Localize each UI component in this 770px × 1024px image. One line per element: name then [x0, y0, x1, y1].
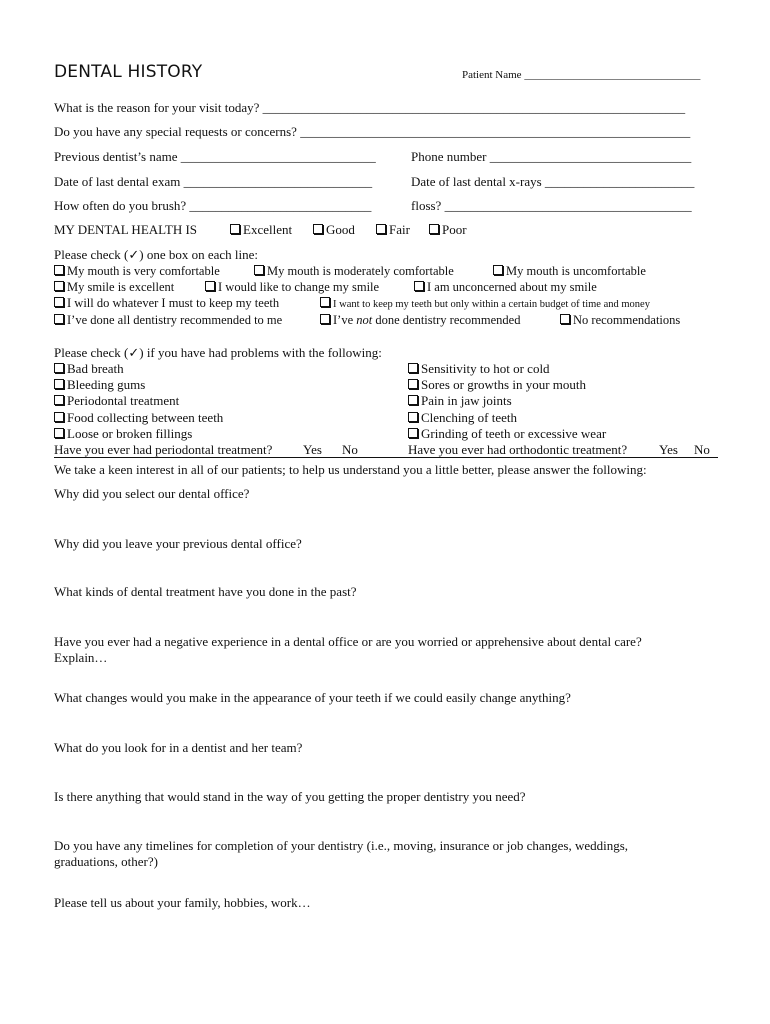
page-title: DENTAL HISTORY [54, 62, 203, 82]
checkbox-icon [408, 395, 418, 405]
checkbox-icon [560, 314, 570, 324]
option-mouth-moderate[interactable]: My mouth is moderately comfortable [254, 264, 454, 279]
option-no-recommendations[interactable]: No recommendations [560, 313, 680, 328]
checkbox-icon [54, 363, 64, 373]
dental-health-label: MY DENTAL HEALTH IS [54, 222, 198, 237]
checkbox-icon [408, 428, 418, 438]
problem-sensitivity[interactable]: Sensitivity to hot or cold [408, 361, 550, 376]
floss-frequency-field[interactable]: floss? ______________________________________ [411, 198, 692, 213]
checkbox-icon [54, 281, 64, 291]
health-option-excellent[interactable]: Excellent [230, 222, 292, 237]
health-option-fair[interactable]: Fair [376, 222, 410, 237]
checkbox-icon [254, 265, 264, 275]
checkbox-icon [429, 224, 439, 234]
checkbox-icon [320, 314, 330, 324]
last-exam-date-field[interactable]: Date of last dental exam _____________________________ [54, 174, 373, 189]
previous-dentist-field[interactable]: Previous dentist’s name ______________________________ [54, 149, 376, 164]
option-mouth-comfortable[interactable]: My mouth is very comfortable [54, 264, 220, 279]
checkbox-icon [493, 265, 503, 275]
problem-food-collecting[interactable]: Food collecting between teeth [54, 410, 223, 425]
option-not-done-recommended[interactable]: I’ve not done dentistry recommended [320, 313, 520, 328]
periodontal-no[interactable]: No [342, 442, 358, 457]
question-family-hobbies: Please tell us about your family, hobbies, work… [54, 895, 311, 910]
option-mouth-uncomfortable[interactable]: My mouth is uncomfortable [493, 264, 646, 279]
checkbox-icon [320, 297, 330, 307]
problem-bleeding-gums[interactable]: Bleeding gums [54, 377, 145, 392]
option-change-smile[interactable]: I would like to change my smile [205, 280, 379, 295]
health-option-good[interactable]: Good [313, 222, 355, 237]
checkbox-icon [230, 224, 240, 234]
periodontal-yes[interactable]: Yes [303, 442, 322, 457]
checkbox-icon [376, 224, 386, 234]
question-dentist-qualities: What do you look for in a dentist and her team? [54, 740, 303, 755]
option-keep-teeth[interactable]: I will do whatever I must to keep my teeth [54, 296, 279, 311]
option-all-dentistry-done[interactable]: I’ve done all dentistry recommended to me [54, 313, 282, 328]
checkbox-icon [408, 363, 418, 373]
checkbox-icon [54, 379, 64, 389]
problem-clenching[interactable]: Clenching of teeth [408, 410, 517, 425]
problem-jaw-pain[interactable]: Pain in jaw joints [408, 393, 512, 408]
question-past-treatment: What kinds of dental treatment have you done in the past? [54, 584, 357, 599]
orthodontic-question: Have you ever had orthodontic treatment? [408, 442, 628, 457]
questions-intro: We take a keen interest in all of our patients; to help us understand you a little better, please answer the following: [54, 462, 647, 477]
phone-number-field[interactable]: Phone number _______________________________ [411, 149, 692, 164]
checkbox-icon [54, 412, 64, 422]
option-keep-teeth-budget[interactable]: I want to keep my teeth but only within a certain budget of time and money [320, 297, 650, 312]
check-one-instruction: Please check (✓) one box on each line: [54, 247, 259, 262]
question-appearance-changes: What changes would you make in the appearance of your teeth if we could easily change anything? [54, 690, 571, 705]
question-negative-experience: Have you ever had a negative experience in a dental office or are you worried or apprehensive about dental care? [54, 634, 642, 649]
question-obstacles: Is there anything that would stand in the way of you getting the proper dentistry you need? [54, 789, 526, 804]
checkbox-icon [54, 314, 64, 324]
problems-instruction: Please check (✓) if you have had problems with the following: [54, 345, 382, 360]
question-explain: Explain… [54, 650, 108, 665]
orthodontic-yes[interactable]: Yes [659, 442, 678, 457]
checkbox-icon [54, 428, 64, 438]
question-select-office: Why did you select our dental office? [54, 486, 250, 501]
problem-sores[interactable]: Sores or growths in your mouth [408, 377, 586, 392]
periodontal-question: Have you ever had periodontal treatment? [54, 442, 273, 457]
option-smile-excellent[interactable]: My smile is excellent [54, 280, 174, 295]
checkbox-icon [408, 412, 418, 422]
special-requests-field[interactable]: Do you have any special requests or concerns? ____________________________________________________________ [54, 124, 691, 139]
question-timelines-cont: graduations, other?) [54, 854, 158, 869]
section-divider [54, 457, 718, 458]
problem-bad-breath[interactable]: Bad breath [54, 361, 124, 376]
question-timelines: Do you have any timelines for completion of your dentistry (i.e., moving, insurance or job changes, weddings, [54, 838, 629, 853]
option-smile-unconcerned[interactable]: I am unconcerned about my smile [414, 280, 597, 295]
checkbox-icon [54, 297, 64, 307]
checkbox-icon [313, 224, 323, 234]
orthodontic-no[interactable]: No [694, 442, 710, 457]
last-xrays-date-field[interactable]: Date of last dental x-rays _______________________ [411, 174, 695, 189]
problem-grinding[interactable]: Grinding of teeth or excessive wear [408, 426, 606, 441]
checkbox-icon [205, 281, 215, 291]
visit-reason-field[interactable]: What is the reason for your visit today? _________________________________________________________________ [54, 100, 686, 115]
checkbox-icon [54, 265, 64, 275]
question-leave-previous: Why did you leave your previous dental office? [54, 536, 302, 551]
patient-name-field[interactable]: Patient Name ________________________________ [462, 69, 701, 81]
checkbox-icon [54, 395, 64, 405]
health-option-poor[interactable]: Poor [429, 222, 467, 237]
checkbox-icon [414, 281, 424, 291]
brush-frequency-field[interactable]: How often do you brush? ____________________________ [54, 198, 372, 213]
checkbox-icon [408, 379, 418, 389]
problem-loose-fillings[interactable]: Loose or broken fillings [54, 426, 192, 441]
problem-periodontal[interactable]: Periodontal treatment [54, 393, 179, 408]
